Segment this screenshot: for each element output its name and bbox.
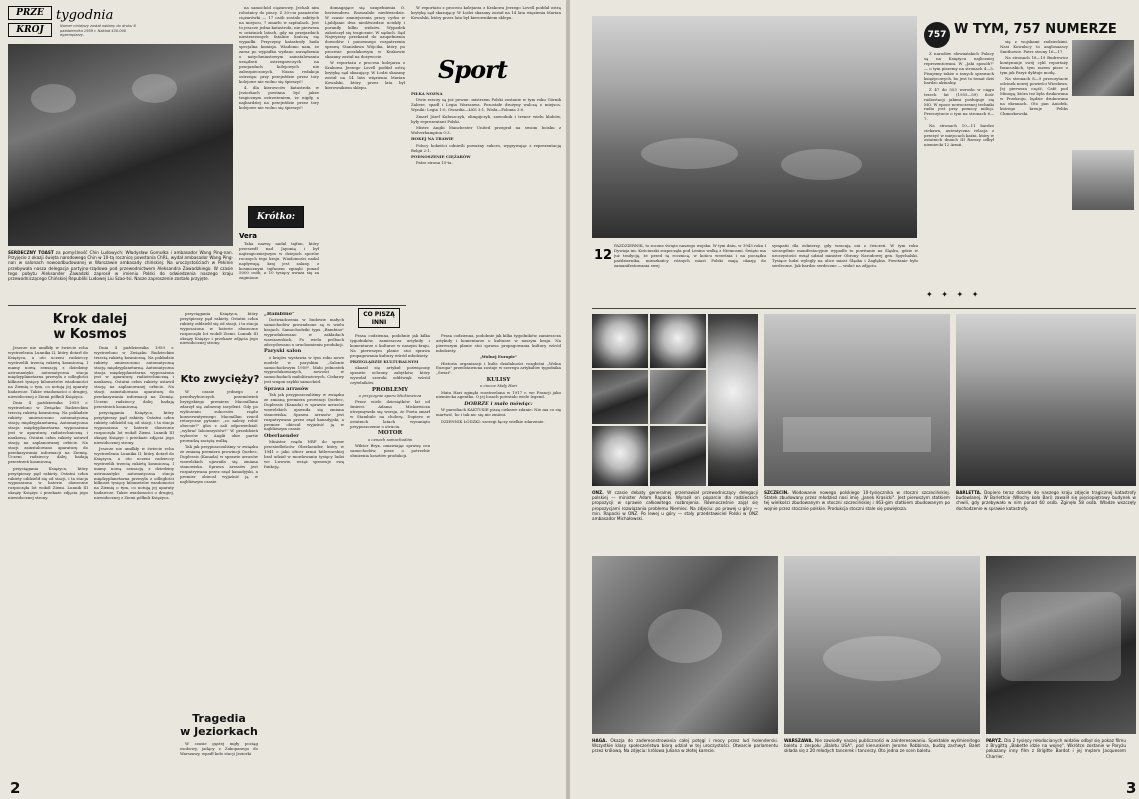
szczecin-caption-text: Wodowanie nowego polskiego 10-tysięcznika w stoczni szczecińskiej. Statek zbudowany przez młodzież nosi imię „Janek Krasicki". Jest pierwszym statkiem tej wielkości zbudowanym w stoczni szczecińskiej i 463-gim statkiem zbudowanym po wojnie przez stocznie polskie. Produkcja stoczni stale się powiększa. — [764, 490, 950, 511]
onz-photo-3 — [592, 370, 648, 424]
barletta-caption-text: Dopiero teraz dotarło do naszego kraju zdjęcie tragicznej katastrofy budowlanej. W Barlettcie (Włochy koło Bari) zawalił się pięciopiętrowy budynek w chwili, gdy przebywało w nim ponad 60 osób. Zginęło 58 osób. Władze wszczęły dochodzenie w sprawie katastrofy. — [956, 490, 1136, 511]
page-number-right: 3 — [1126, 779, 1137, 797]
issue-text: Z 47 do 553 wzrosła w ciągu trzech lat (1955—59) ilość radiostacji jakimi posługuje się MO. W epoce nowoczesnej techniki radio jest przy pomocy milicji. Przeczytacie o tym na stronach 6—7. — [924, 86, 994, 122]
actor-portrait-photo — [1072, 150, 1134, 210]
warszawa-caption-text: Nie zawiodły naszej publiczności w zainteresowaniu. Spektakle wyśmienitego baletu z zespołu „Baletu USA", pod kierunkiem Jerome Robbinsa, budzą zachwyt. Balet składa się z 20 młodych tancerek i tancerzy. Oto jedna ze scen baletu. — [784, 738, 980, 754]
haga-caption — [592, 738, 778, 790]
onz-photo-2 — [650, 314, 706, 368]
article-text: Patrz strona 15-ta. — [416, 160, 453, 166]
dobrze-heading: DOBRZE i mało mówiąc: — [464, 400, 533, 407]
haga-caption-text: Okazja do zademonstrowania całej potęgi i mocy przez lud holenderski. Wszystkie klasy społeczeństwa biorą udział w tej uroczystości. Otwarcie parlamentu przez królową. Na zdjęciu: królowa Juliana w złotej karecie. — [592, 738, 778, 754]
warszawa-ballet-photo — [784, 556, 980, 734]
tragedia-heading: Tragedia w Jeziorkach — [180, 712, 258, 738]
article-text: W czasie gęstej mgły pociąg osobowy, jadący z Zakopanego do Warszawy, wpadł koło stacji Jeziorki — [180, 742, 258, 756]
article-text: W reportażu z procesu kolejarza z Krakowa Jerzego Lovell poddał ostrą krytykę sąd skazujący. W Łodzi skazany został na 14 lata więzienia Marian Kowalski, który przez lata był kierownikiem sklepu. — [325, 60, 405, 90]
issue-number-badge: 757 — [924, 22, 950, 48]
masthead-logo — [8, 6, 52, 40]
swiat-heading: „Wolnej Europie" — [479, 354, 518, 360]
issue-text: Na stronach 18—19 Budrewicz kontynuuje swój cykl reportaży francuskich, tym razem pisze o tym jak Paryż dyktuje modę. — [1000, 55, 1068, 75]
masthead-word: tygodnia — [56, 8, 114, 23]
paryz-audience-photo — [986, 556, 1136, 734]
article-text: DZIENNIK ŁÓDZKI: szeregi łączy wielkie zdarzenie. — [441, 418, 545, 424]
right-page — [570, 0, 1139, 799]
film-still-photo — [1072, 40, 1134, 96]
onz-photo-4 — [650, 370, 706, 424]
onz-caption — [592, 490, 758, 550]
tragedia-article — [180, 742, 258, 782]
article-text: Dnia 4 października 1959 r. wystrzelono w Związku Radzieckim trzecią rakietę kosmiczną. Na pokładzie rakiety umieszczono automatyczną stację międzyplanetarną. Automatyczna stacja międzyplanetarna wyposażona jest w aparaturę radiotechniczną i naukową. Ostatni człon rakiety ustawił stację na zaplanowanej orbicie. Na stacji zainstalowano aparaturę do przekazywania informacji na Ziemię. Uczeni radzieccy dalej badają przestrzeń kosmiczną. — [8, 400, 88, 465]
copiez-column-2 — [436, 334, 561, 782]
masthead-line2: KRÓJ — [8, 23, 52, 37]
sprawa-heading: Sprawa arrasów — [264, 385, 309, 392]
article-text: Polscy hokeiści odnieśli poważny sukces, wygrywając z reprezentacją Belgii 2:1. — [411, 142, 561, 153]
article-text: Dnia 4 października 1959 r. wystrzelono w Związku Radzieckim trzecią rakietę kosmiczną. Na pokładzie rakiety umieszczono automatyczną stację międzyplanetarną. Automatyczna stacja międzyplanetarna wyposażona jest w aparaturę radiotechniczną i naukową. Ostatni człon rakiety ustawił stację na zaplanowanej orbicie. Na stacji zainstalowano aparaturę do przekazywania informacji na Ziemię. Uczeni radzieccy dalej badają przestrzeń kosmiczną. — [94, 346, 174, 409]
kto-heading: Kto zwycięży? — [180, 374, 260, 385]
column-3-top — [325, 6, 405, 228]
article-text: Dwie rzeczy są już pewne: mistrzem Polski zostanie w tym roku Górnik Zabrze, spadł i Legia Warszawa. Pozostałe drużyny walczą o miejsca. Wyniki: Legia 1:0, Gwardia—ŁKS 3:1, Wisła—Polonia 3:0. — [411, 97, 561, 113]
article-text: W czasie jednego z przedwyborczych przemówień brytyjskiego premiera Macmillana zdarzył się zabawny incydent. Gdy po wyliczeniu sukcesów rządu konserwatywnego Macmillan rzucił retoryczne pytanie: „co należy robić obecnie?" głos z sali odpowiedział: „wybrać labourzystów!" W przeddzień wyborów w Anglii obie partie prowadzą zaciętą walkę. — [180, 390, 258, 444]
paryz-caption-lead: PARYŻ. — [986, 738, 1003, 743]
sport-intro — [411, 6, 561, 46]
onz-caption-lead: ONZ. — [592, 490, 604, 495]
barletta-caption — [956, 490, 1136, 550]
podnosz-heading: PODNOSZENIE CIĘŻARÓW — [411, 153, 471, 159]
krotko-stamp: Krótko: — [248, 206, 304, 228]
soldiers-photo — [592, 16, 917, 238]
issue-text: Na stronach 10—11 bardzo ciekawa, autentyczna relacja z przeżyć w miejscach kaźni, który w ostatnich dniach III Rzeszy odbył niemiecki 12 Armii. — [924, 122, 994, 148]
toast-caption-text: za pomyślność Chin Ludowych: Władysław Gomułka i ambasador Wang Ping-nan. Przyjęcie z okazji święta narodowego Chin w 10-tą rocznicę powstania ChRL, wydał ambasador Wang Ping-nan w salonach nowoodbudowanej w Warszawie ambasady chińskiej. Na uroczystościach w Pekinie przebywała nasza delegacja partyjno-rządowa pod przewodnictwem Aleksandra Zawadzkiego. W czasie tego pobytu Aleksander Zawadzki zaprosił w imieniu Polski do odwiedzenia naszego kraju przewodniczącego Chińskiej Republiki Ludowej Liu Szao-tsi. Nasze zaproszenie zostało przyjęte. — [8, 250, 233, 282]
divider — [592, 308, 1136, 309]
issue-title: W TYM, 757 NUMERZE — [954, 22, 1117, 37]
problemy-heading: PROBLEMY — [371, 386, 409, 393]
issue-text: się z wojskami radzieckimi. Nasi Kowalscy to anglosaascy Smithowie. Patrz strony 16—17. — [1000, 40, 1068, 54]
article-text: Jeszcze nie umilkły w świecie echa wystrzelenia Lunnika II, który dotarł do Księżyca, a oto uczeni radzieccy wystrzelili trzecią rakietę kosmiczną. I mamy nową sensację z dziedziny astronautyki: automatyczna stacja międzyplanetarna przesyła z odległości kilkuset tysięcy kilometrów wiadomości na Ziemię o tym, co notują jej aparaty badawcze. Także wiadomości o drugiej, niewidocznej z Ziemi półkuli Księżyca. — [94, 446, 174, 501]
october-article-cont — [772, 244, 918, 304]
article-text: przyciągania Księżyca, który przyśpieszy pęd rakiety. Ostatni człon rakiety oddzielił się od stacji, i ta stacja wyposażona w baterie słoneczne rozpoczęła lot wokół Ziemi. Lunnik III okrąży Księżyc i przekaże zdjęcia jego niewidocznej strony. — [180, 312, 258, 346]
szczecin-caption-lead: SZCZECIN. — [764, 490, 789, 495]
article-text: Jeszcze nie umilkły w świecie echa wystrzelenia Lunnika II, który dotarł do Księżyca, a oto uczeni radzieccy wystrzelili trzecią rakietę kosmiczną. I mamy nową sensację z dziedziny astronautyki: automatyczna stacja międzyplanetarna przesyła z odległości kilkuset tysięcy kilometrów wiadomości na Ziemię o tym, co notują jej aparaty badawcze. Także wiadomości o drugiej, niewidocznej z Ziemi półkuli Księżyca. — [8, 346, 88, 400]
onz-photo-7 — [708, 314, 758, 486]
article-text: Prasa codzienna, podobnie jak kilka tygodników, zamieszcza artykuły i komentarze o kulturze w naszym kraju. Na pierwszym planie stoi sprawa propagowania kultury wśród młodzieży. — [350, 334, 430, 358]
szczecin-photo — [764, 314, 950, 486]
paryz-caption-text: Dla 2 tysięcy młodocianych widzów odbył się pokaz filmu z Brygittą „Babette idzie na wojnę". Wkrótce zostanie w Paryżu pokazany inny film z Brigitte Bardot i jej mężem Jacquesem Charrier. — [986, 738, 1126, 759]
left-page — [0, 0, 566, 799]
article-text: z krajów wystawia w tym roku nowe modele w paryskim „Salonie samochodowym 1959". Mało jednostek wyprodukowanych, nowości w samochodach małolitrażowych. Ciekawy jest wagon szybki samochód. — [264, 354, 344, 385]
article-text: 4. dla kierowców katastrofa w Jeziorkach powinna być jakże tragicznym ostrzeżeniem, że nigdy, a najbardziej na przejeździe przez tory kolejowe nie wolno się śpieszyć! — [239, 85, 319, 110]
article-text: W reportażu z procesu kolejarza z Krakowa Jerzego Lovell poddał ostrą krytykę sąd skazujący. W Łodzi skazany został na 14 lata więzienia Marian Kowalski, który przez lata był kierownikiem sklepu. — [411, 6, 561, 20]
issue-text: Na stronach 8—9 przeczytacie odcinek nowej powieści Wiesława. Jej pierwsza część, Café pod Minogą, która też była drukowana w Przekroju, będzie drukowana na ekranach. Oto pan Aniołek, którego kreuje Feliks Chmurkowski. — [1000, 76, 1068, 116]
krok-heading: Krok dalej w Kosmos — [52, 312, 128, 342]
oberlaender-heading: Oberlaender — [264, 432, 299, 439]
kto-article — [180, 390, 258, 662]
article-text: przyciągania Księżyca, który przyśpieszy pęd rakiety. Ostatni człon rakiety oddzielił się od stacji, i ta stacja wyposażona w baterie słoneczne rozpoczęła lot wokół Ziemi. Lunnik III okrąży Księżyc i przekaże zdjęcia jego niewidocznej strony. — [8, 465, 88, 501]
article-text: PAŹDZIERNIK, to roczne święto naszego wojska. W tym dniu, w 1943 roku I Dywizja im. Kościuszki rozpoczęła pod Lenino walkę z Niemcami. Święto ma już tradycję, że przed tą rocznicą, w końcu września i na początku października, mieszkańcy różnych miast Polski mają okazję do zamanifestowania swej — [614, 244, 766, 268]
article-text: Doświadczenia w budowie małych samochodów prowadzone są w wielu krajach. Samochodziki typu „Bambino" wyprodukowano w zakładach warszawskich. Po wielu próbach zdecydowano o uruchomieniu produkcji. — [264, 317, 344, 347]
article-text: Przez wiele dziesiątków lat od śmierci Adama Mickiewicza utrzymywała się wersja, że Poeta zmarł w Stambule na cholerę. Dopiero w ostatnich latach wysunięto przypuszczenie o otruciu. — [350, 399, 430, 429]
october-article — [614, 244, 766, 304]
barletta-caption-lead: BARLETTA. — [956, 490, 982, 495]
article-text: Taka nazwę nadal tajfun, który przeszedł nad Japonią i był najtragiczniejszym w dziejach sporów rocznych tego kraju. Wiadomości nadal napływają, kraj jest zalany, z kosmicznym tajfunem zginęło ponad 5000 osób, a 10 tysięcy uważa się za zaginione. — [239, 242, 319, 281]
issue-column-2 — [1000, 40, 1068, 304]
toast-photo — [8, 44, 233, 246]
article-text: ukazał się artykuł poświęcony sprawie ochrony zabytków, który wywołał szeroki oddźwięk wśród czytelników. — [350, 365, 430, 386]
sport-logo: Sport — [438, 55, 507, 84]
page-number-left: 2 — [10, 779, 21, 797]
warszawa-caption-lead: WARSZAWA. — [784, 738, 814, 743]
sport-column — [411, 92, 561, 292]
imprint-note: Numer niniejszy został oddany do druku 6 października 1959 r. Nakład 430.000 egzemplarzy. — [60, 24, 136, 38]
article-text: sympatii dla żołnierzy, gdy wracają oni z ćwiczeń. W tym roku szczególnie manifestacyjnie wypadło to powitanie na Śląsku, gdzie w uroczystości wziął udział minister Obrony Narodowej gen. Spychalski. Tysiące ludzi wyległy na ulice miast Śląska i Zagłębia. Powitanie było serdeczne. Jak bardzo serdeczne — widać na zdjęciu. — [772, 244, 918, 268]
przeglad-heading: PRZEGLĄDZIE KULTURALNYM — [350, 359, 419, 365]
article-text: Tak jak przypuszczaliśmy w związku ze zmianą premiera prowincji Quebec, Duplessis (Kanada) w sprawie arrasów wawelskich ujawniła się zmiana stanowiska. Sprawa arrasów jest rozpatrywana przez rząd kanadyjski, a premier obiecał wyjaśnić ją w najbliższym czasie. — [180, 444, 258, 484]
toast-caption-lead: SERDECZNY TOAST — [8, 250, 54, 255]
birds-sketch: ✦ ✦ ✦ ✦ — [926, 290, 982, 299]
vera-heading: Vera — [239, 232, 257, 240]
onz-caption-text: W czasie debaty generalnej przemawiał przewodniczący delegacji polskiej — minister Adam Rapacki. Wyraził on poparcie dla radzieckich propozycji w sprawie całkowitego rozbrojenia. Równocześnie zajął się propozycjami rozwiązania problemu Niemiec. Na zdjęciu: po prawej u góry — min. Rapacki w ONZ. Po lewej u góry — stały przedstawiciel Polski w ONZ ambasador Michałowski. — [592, 490, 758, 522]
krok-column-1 — [8, 346, 88, 782]
motor-heading: MOTOR — [377, 430, 403, 437]
article-text: Mistrz Anglii Manchester United przegrał na swoim boisku z Wolverhampton 0:3. — [411, 124, 561, 135]
masthead-line1: PRZE — [8, 6, 52, 20]
motor-sub: o cenach samochodów — [367, 436, 413, 442]
column-2-top — [239, 6, 319, 201]
onz-photo-1 — [592, 314, 648, 368]
hokej-heading: HOKEJ NA TRAWIE — [411, 136, 454, 142]
kulisy-heading: KULISY — [486, 376, 511, 383]
warszawa-caption — [784, 738, 980, 790]
october-day-number: 12 — [594, 248, 613, 263]
issue-text: Z narodów słowiańskich Polacy są na Księżycu najliczniej reprezentowani. W „Jaki sposób?" — o tym piszemy na stronach 4—5. Pisujemy także o innych sprawach księżycowych, bo jest to temat dziś bardzo aktualny. — [924, 52, 994, 86]
krok-column-2 — [94, 346, 174, 782]
article-text: Minister rządu NRF do spraw przesiedleńców Oberlaender, który w 1941 r. jako oficer armii hitlerowskiej brał udział w mordowaniu tysięcy ludzi we Lwowie, wciąż sprawuje swą funkcję. — [264, 439, 344, 469]
article-text: Mata Hari zginęła rozstrzelana w 1917 r. we Francji jako niemiecka agentka. O jej losach powstało wiele legend. — [436, 389, 561, 400]
copiez-stamp: CO PISZĄ INNI — [358, 308, 400, 328]
article-text: W parodiach KAKTUSIE piszą ciekawe zdanie: Nie ma co się martwić, bo i tak nic się nie zmieni. — [436, 407, 561, 418]
bambino-heading: „Bambino" — [264, 312, 295, 317]
problemy-sub: o przyczynie sporu Mickiewicza — [358, 392, 422, 398]
kulisy-sub: o ciocce Mały Hari — [479, 383, 518, 389]
article-text: na samochód ciężarowy. Jechali nim robotnicy do pracy. Z 30-ciu pasażerów ciężarówki — 17 osób zostało zabitych na miejscu, 7 zmarło w szpitalach. Jest to jeszcze jedna katastrofa, nie pierwsza w ostatnich latach, gdy na przejazdach niestrzeżonych fatalnie kończą się wypadki. Przyczyny katastrofy bada specjalna komisja. Wiadomo nam, że zaraz po wypadku wydano zarządzenia o natychmiastowym zainstalowaniu urządzeń ostrzegawczych na przejazdach kolejowych nie zabezpieczonych. Nasza redakcja ostrzega: przy przejeździe przez tory kolejowe nie wolno się śpieszyć! — [239, 6, 319, 84]
article-text: przyciągania Księżyca, który przyśpieszy pęd rakiety. Ostatni człon rakiety oddzielił się od stacji, i ta stacja wyposażona w baterie słoneczne rozpoczęła lot wokół Ziemi. Lunnik III okrąży Księżyc i przekaże zdjęcia jego niewidocznej strony. — [94, 410, 174, 445]
szczecin-caption — [764, 490, 950, 550]
haga-caption-lead: HAGA. — [592, 738, 608, 743]
haga-photo — [592, 556, 778, 734]
toast-caption — [8, 250, 233, 302]
article-text: Zmarł Józef Kałuszczyk, olimpijczyk, zawodnik i trener wielu klubów, były reprezentant Polski. — [411, 113, 561, 124]
paryski-heading: Paryski salon — [264, 348, 302, 355]
article-text: Tak jak przypuszczaliśmy w związku ze zmianą premiera prowincji Quebec, Duplessis (Kanada) w sprawie arrasów wawelskich ujawniła się zmiana stanowiska. Sprawa arrasów jest rozpatrywana przez rząd kanadyjski, a premier obiecał wyjaśnić ją w najbliższym czasie. — [264, 392, 344, 432]
issue-column-1 — [924, 52, 994, 304]
article-text: domagające się uzupełnienia O. berisenderu. Rozszalałe niedźwiedzie. W czasie zmniejszenia pracy cyrku w Ljubljanie dwa niedźwiedzie uciekły i poraniły kilku widzów. Wypadek zakończył się tragicznie. W sądach. Sąd Najwyższy przekazał do uzupełnienia dowodów i ponownego rozpatrzenia sprawę Stanisława Wójcika, który po procesie poszlakowym w Krakowie skazany został na dożywocie. — [325, 6, 405, 60]
pilka-heading: PIŁKA NOŻNA — [411, 92, 443, 96]
onz-photo-5 — [592, 426, 648, 486]
paryz-caption — [986, 738, 1126, 790]
article-text: Prasa codzienna, podobnie jak kilka tygodników, zamieszcza artykuły i komentarze o kulturze w naszym kraju. Na pierwszym planie stoi sprawa propagowania kultury wśród młodzieży. — [436, 334, 561, 353]
copiez-column-1 — [350, 334, 430, 782]
onz-photo-6 — [650, 426, 706, 486]
column-3-bottom — [264, 312, 344, 782]
barletta-photo — [956, 314, 1136, 486]
vera-article — [239, 242, 319, 302]
divider — [8, 305, 406, 306]
article-text: Wiktor Bryx, omawiając sprawę cen samochodów, pisze o potrzebie obniżenia kosztów produkcji. — [350, 443, 430, 458]
article-text: Historia organizacji i kulis działalności rozgłośni „Wolna Europa" przedstawiona zostaje w szeregu artykułów tygodnika „Świat". — [436, 360, 561, 376]
